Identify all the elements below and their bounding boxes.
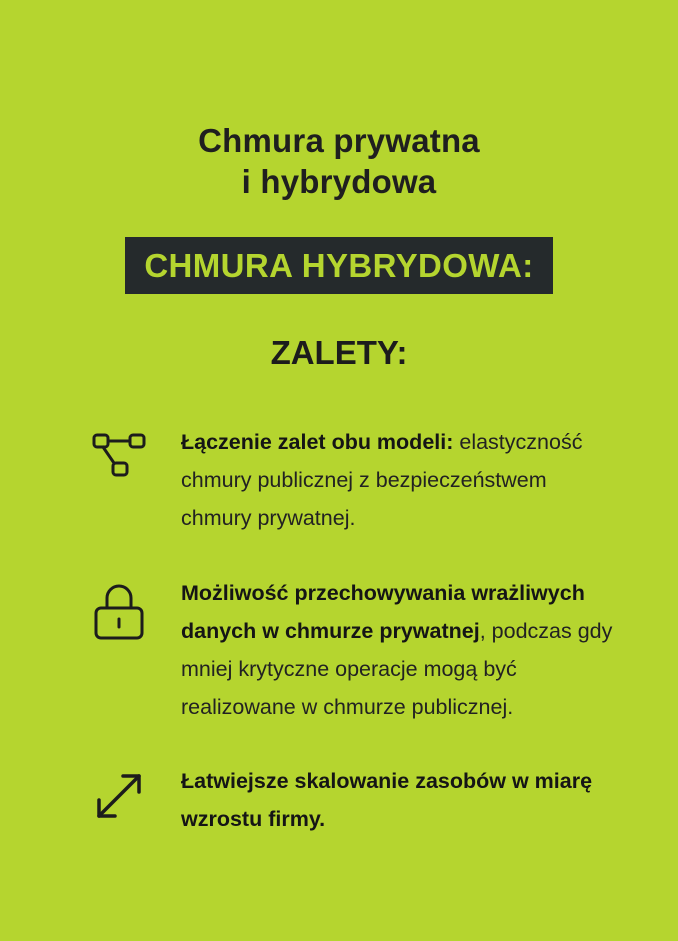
advantage-bold-2: Możliwość przechowywania wrażliwych danych w chmurze prywatnej — [181, 581, 585, 643]
advantages-heading: ZALETY: — [270, 334, 408, 371]
advantage-bold-1: Łączenie zalet obu modeli: — [181, 430, 454, 454]
advantage-desc-2: , podczas gdy mniej krytyczne operacje mogą być realizowane w chmurze publicznej. — [181, 619, 613, 719]
advantage-bold-3: Łatwiejsze skalowanie zasobów w miarę wzrostu firmy. — [181, 769, 593, 831]
advantage-text-2 — [181, 574, 621, 726]
network-nodes-icon — [91, 431, 147, 487]
advantage-text-1 — [181, 423, 621, 537]
page-title — [0, 120, 678, 202]
page-title-line-2: i hybrydowa — [241, 163, 437, 200]
advantage-desc-1: elastyczność chmury publicznej z bezpieczeństwem chmury prywatnej. — [181, 430, 583, 530]
section-banner-label: CHMURA HYBRYDOWA: — [144, 246, 534, 284]
section-banner — [125, 237, 553, 294]
advantage-text-3 — [181, 762, 621, 838]
padlock-icon — [91, 580, 147, 636]
expand-arrows-icon — [91, 768, 147, 824]
page-title-line-1: Chmura prywatna — [198, 122, 480, 159]
